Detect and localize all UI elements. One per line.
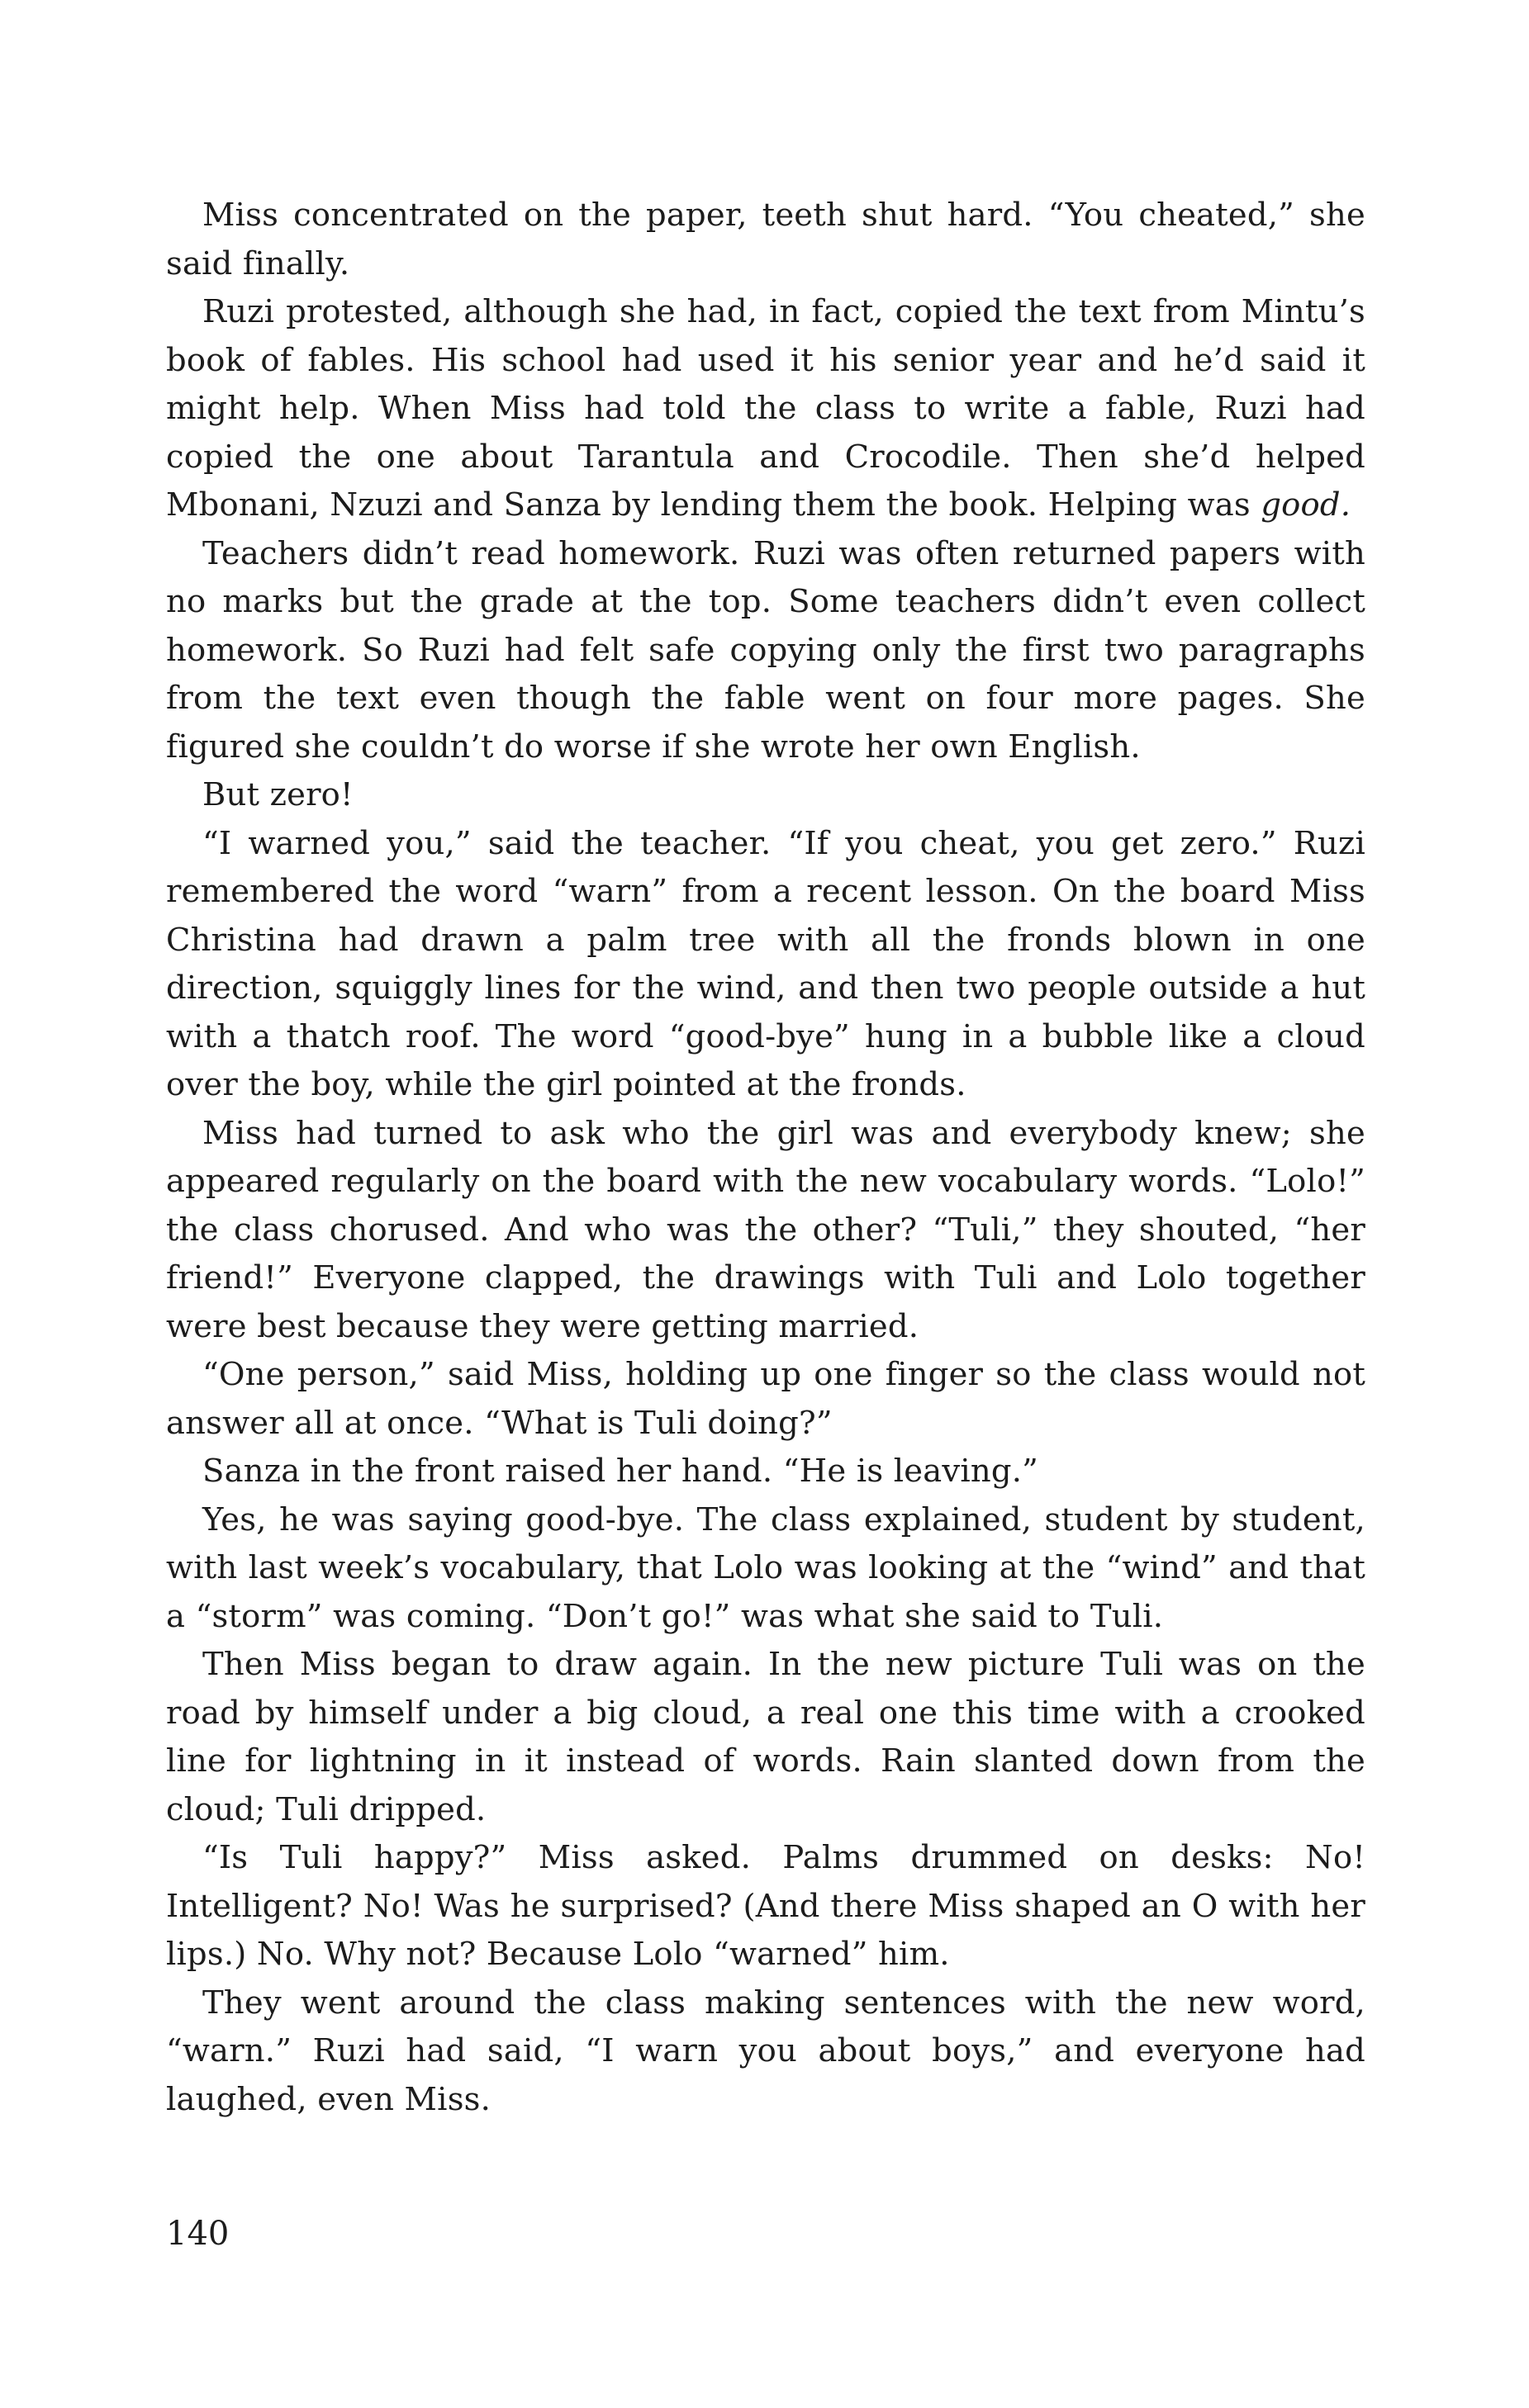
- paragraph-text: Ruzi protested, although she had, in fact, copied the text from Mintu’s book of fables. His school had used it his senior year and he’d said it might help. When Miss had told the class to write a fable, Ruzi had copied the one about Tarantula and Crocodile. Then she’d helped Mbonani, Nzuzi and Sanza by lending them the book. Helping was: [166, 293, 1365, 524]
- paragraph: But zero!: [202, 776, 354, 813]
- paragraph: They went around the class making sentences with the new word, “warn.” Ruzi had said, “I warn you about boys,” and everyone had laughed, even Miss.: [166, 1984, 1365, 2118]
- paragraph: Miss had turned to ask who the girl was and everybody knew; she appeared regularly on the board with the new vocabulary words. “Lolo!” the class chorused. And who was the other? “Tuli,” they shouted, “her friend!” Everyone clapped, the drawings with Tuli and Lolo together were best because they were getting married.: [166, 1114, 1365, 1345]
- paragraph: Yes, he was saying good-bye. The class explained, student by student, with last week’s vocabulary, that Lolo was looking at the “wind” and that a “storm” was coming. “Don’t go!” was what she said to Tuli.: [166, 1500, 1365, 1635]
- paragraph: [166, 288, 1365, 530]
- page-number: 140: [166, 2215, 230, 2253]
- body-text: [166, 192, 1365, 2124]
- paragraph: Sanza in the front raised her hand. “He is leaving.”: [202, 1453, 1039, 1490]
- italic-word: good.: [1261, 486, 1351, 524]
- paragraph: Then Miss began to draw again. In the new picture Tuli was on the road by himself under a big cloud, a real one this time with a crooked line for lightning in it instead of words. Rain slanted down from the cloud; Tuli dripped.: [166, 1646, 1365, 1828]
- paragraph: Miss concentrated on the paper, teeth shut hard. “You cheated,” she said finally.: [166, 197, 1365, 282]
- paragraph: “One person,” said Miss, holding up one finger so the class would not answer all at once. “What is Tuli doing?”: [166, 1356, 1365, 1442]
- paragraph: “I warned you,” said the teacher. “If you cheat, you get zero.” Ruzi remembered the word “warn” from a recent lesson. On the board Miss Christina had drawn a palm tree with all the fronds blown in one direction, squiggly lines for the wind, and then two people outside a hut with a thatch roof. The word “good-bye” hung in a bubble like a cloud over the boy, while the girl pointed at the fronds.: [166, 824, 1365, 1103]
- paragraph: “Is Tuli happy?” Miss asked. Palms drummed on desks: No! Intelligent? No! Was he surprised? (And there Miss shaped an O with her lips.) No. Why not? Because Lolo “warned” him.: [166, 1839, 1365, 1973]
- paragraph: Teachers didn’t read homework. Ruzi was often returned papers with no marks but the grade at the top. Some teachers didn’t even collect homework. So Ruzi had felt safe copying only the first two paragraphs from the text even though the fable went on four more pages. She figured she couldn’t do worse if she wrote her own English.: [166, 534, 1365, 766]
